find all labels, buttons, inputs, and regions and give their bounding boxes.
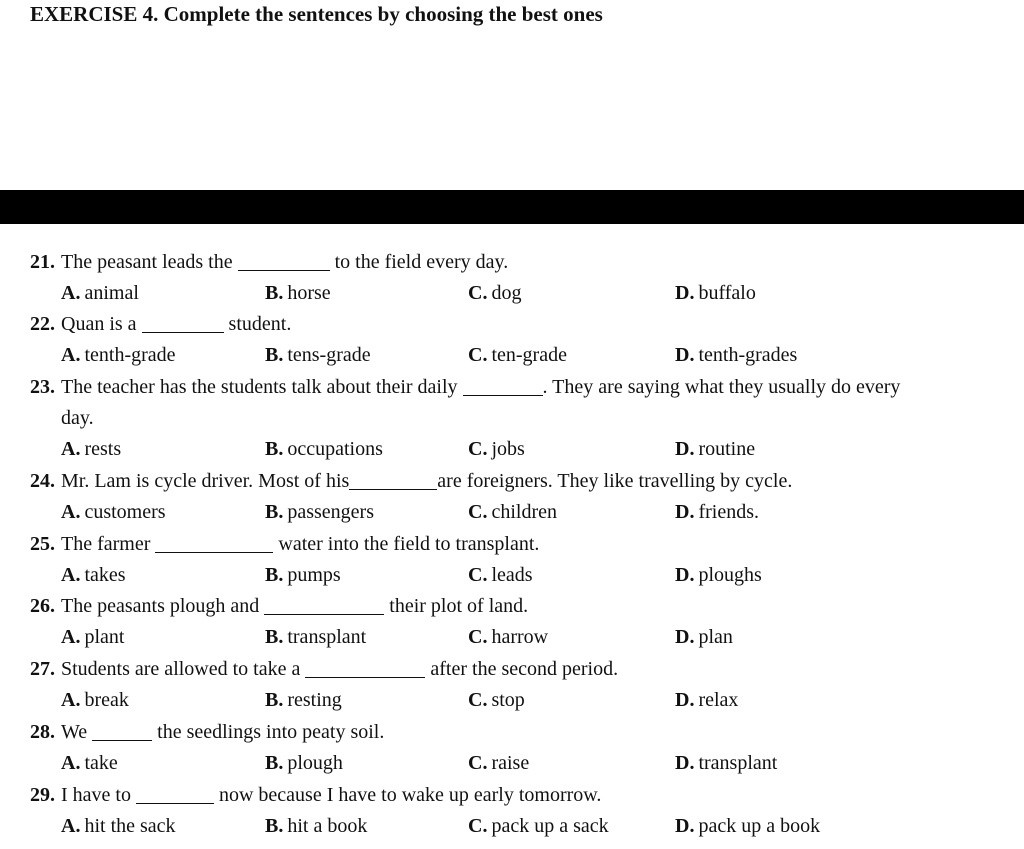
question-27 [30,654,1020,685]
option-b: B. resting [265,689,342,711]
option-c: C. leads [468,564,533,586]
options-28 [30,748,1020,779]
question-stem: The peasants plough and their plot of land. [61,595,529,617]
question-stem: The peasant leads the to the field every day. [61,251,509,273]
answer-blank [142,312,224,333]
option-a: A. plant [61,626,125,648]
question-number: 23. [30,376,55,398]
option-d: D. pack up a book [675,815,821,837]
option-d: D. transplant [675,752,778,774]
question-number: 26. [30,595,55,617]
option-c: C. children [468,501,557,523]
question-stem: The teacher has the students talk about their daily . They are saying what they usually do every [61,376,901,398]
option-b: B. pumps [265,564,341,586]
option-a: A. takes [61,564,126,586]
option-d: D. relax [675,689,739,711]
question-number: 24. [30,470,55,492]
question-22 [30,309,1020,340]
question-stem: I have to now because I have to wake up early tomorrow. [61,784,602,806]
answer-blank [349,469,437,490]
option-d: D. buffalo [675,282,756,304]
question-stem: Quan is a student. [61,313,292,335]
option-a: A. animal [61,282,139,304]
option-a: A. take [61,752,118,774]
question-29 [30,780,1020,811]
question-number: 21. [30,251,55,273]
question-number: 27. [30,658,55,680]
option-c: C. harrow [468,626,549,648]
option-a: A. rests [61,438,122,460]
option-b: B. transplant [265,626,367,648]
question-stem: Students are allowed to take a after the second period. [61,658,619,680]
option-d: D. friends. [675,501,759,523]
question-number: 28. [30,721,55,743]
question-23-continued [30,403,1020,434]
redaction-bar [0,190,1024,224]
option-b: B. occupations [265,438,383,460]
option-a: A. hit the sack [61,815,176,837]
question-number: 22. [30,313,55,335]
option-d: D. ploughs [675,564,762,586]
option-c: C. stop [468,689,525,711]
answer-blank [136,783,214,804]
option-a: A. break [61,689,129,711]
options-22 [30,340,1020,371]
option-c: C. raise [468,752,530,774]
option-a: A. tenth-grade [61,344,176,366]
answer-blank [155,532,273,553]
options-29 [30,811,1020,842]
option-b: B. horse [265,282,331,304]
option-b: B. plough [265,752,343,774]
question-number: 25. [30,533,55,555]
answer-blank [264,594,384,615]
question-28 [30,717,1020,748]
question-stem: We the seedlings into peaty soil. [61,721,385,743]
answer-blank [305,657,425,678]
option-b: B. hit a book [265,815,368,837]
question-number: 29. [30,784,55,806]
answer-blank [92,720,152,741]
exercise-title: EXERCISE 4. Complete the sentences by choosing the best ones [30,2,603,26]
answer-blank [238,250,330,271]
question-21 [30,247,1020,278]
options-24 [30,497,1020,528]
option-d: D. plan [675,626,733,648]
question-23 [30,372,1020,403]
options-25 [30,560,1020,591]
option-c: C. pack up a sack [468,815,609,837]
question-stem: Mr. Lam is cycle driver. Most of his are foreigners. They like travelling by cycle. [61,470,793,492]
option-c: C. dog [468,282,522,304]
option-d: D. routine [675,438,756,460]
option-d: D. tenth-grades [675,344,798,366]
options-26 [30,622,1020,653]
option-c: C. ten-grade [468,344,567,366]
option-b: B. tens-grade [265,344,371,366]
question-26 [30,591,1020,622]
option-b: B. passengers [265,501,374,523]
option-c: C. jobs [468,438,525,460]
answer-blank [463,375,543,396]
options-23 [30,434,1020,465]
question-stem: The farmer water into the field to transplant. [61,533,540,555]
option-a: A. customers [61,501,166,523]
options-21 [30,278,1020,309]
options-27 [30,685,1020,716]
question-25 [30,529,1020,560]
question-24 [30,466,1020,497]
question-stem-continued: day. [61,407,94,429]
